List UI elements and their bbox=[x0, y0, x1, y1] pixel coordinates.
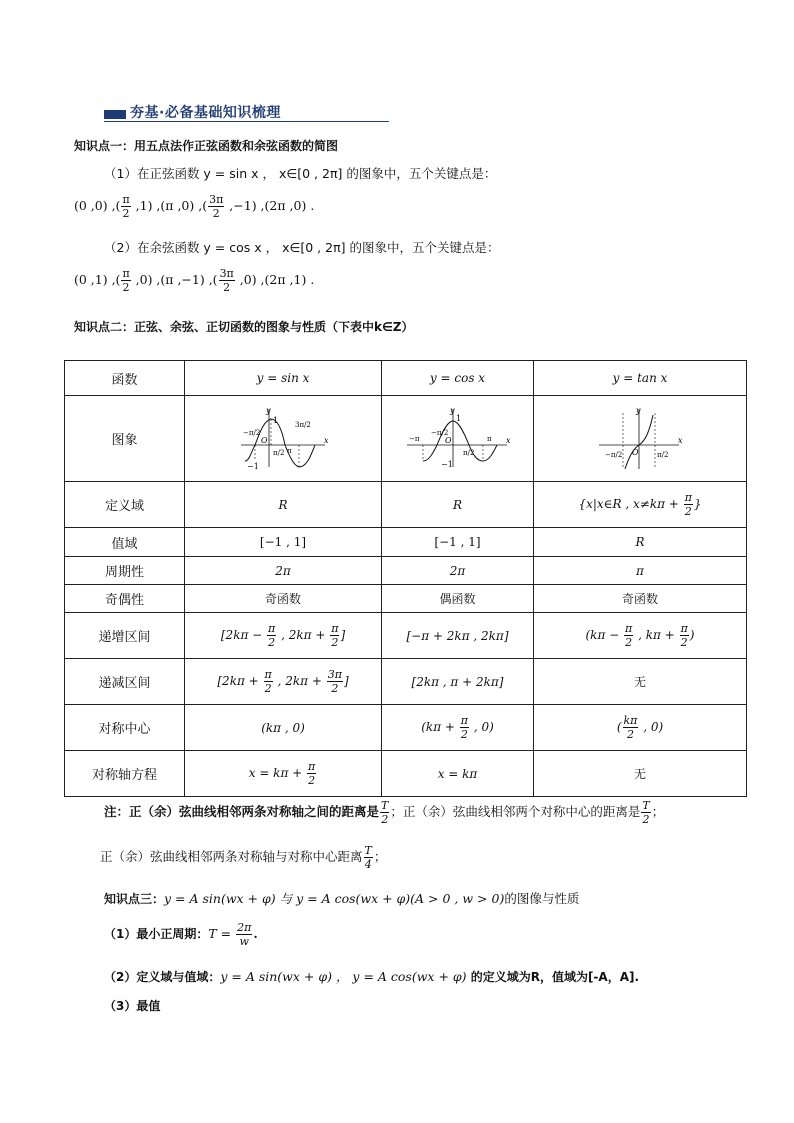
tan-period: π bbox=[534, 557, 747, 585]
tan-decreasing: 无 bbox=[534, 659, 747, 705]
note1-frac2-num: T bbox=[642, 799, 650, 812]
sin-label-mone: −1 bbox=[247, 461, 259, 471]
row-label-graph: 图象 bbox=[65, 396, 185, 482]
header-cos: y = cos x bbox=[382, 361, 534, 396]
table-row bbox=[65, 613, 747, 659]
sin-domain: R bbox=[185, 482, 382, 528]
cos-center: (kπ + $\frac{\pi}{2}$ , 0) bbox=[382, 705, 534, 751]
kp1-item2-text: （2）在余弦函数 y = cos x ， x∈[0 , 2π] 的图象中，五个关键点是： bbox=[104, 240, 500, 255]
sin-label-pi: π bbox=[287, 446, 292, 455]
cos-label-pi: π bbox=[486, 434, 492, 443]
sin-axis: x = kπ + $\frac{\pi}{2}$ bbox=[185, 751, 382, 797]
kp3-item2 bbox=[104, 967, 639, 985]
cos-label-mpi: −π bbox=[408, 434, 419, 443]
header-tan: y = tan x bbox=[534, 361, 747, 396]
section-underline bbox=[104, 121, 389, 122]
row-label-axis: 对称轴方程 bbox=[65, 751, 185, 797]
tan-label-o: O bbox=[632, 447, 639, 457]
tan-range: R bbox=[534, 528, 747, 557]
cos-decreasing: [2kπ , π + 2kπ] bbox=[382, 659, 534, 705]
table-row bbox=[65, 585, 747, 613]
table-row bbox=[65, 705, 747, 751]
row-label-increasing: 递增区间 bbox=[65, 613, 185, 659]
sin-increasing: [2kπ − $\frac{\pi}{2}$ , 2kπ + $\frac{\pi}{2}$ ] bbox=[185, 613, 382, 659]
cos-label-one: 1 bbox=[455, 413, 461, 423]
kp1-item1-text: （1）在正弦函数 y = sin x ， x∈[0 , 2π] 的图象中，五个关键点是： bbox=[104, 166, 497, 181]
row-label-range: 值域 bbox=[65, 528, 185, 557]
header-function: 函数 bbox=[65, 361, 185, 396]
sin-label-mpi2: −π/2 bbox=[243, 428, 261, 437]
table-row bbox=[65, 528, 747, 557]
cos-label-mpi2: −π/2 bbox=[430, 428, 448, 437]
kp1-item1-points: (0 ,0) ,( $\frac{\pi}{2}$ ,1) ,(π ,0) ,( $\frac{3\pi}{2}$ ,−1) ,(2π ,0) . bbox=[74, 193, 315, 220]
section-title: 夯基·必备基础知识梳理 bbox=[130, 105, 281, 121]
kp3-item2-tail: 的定义域为R，值域为[-A，A]. bbox=[466, 970, 640, 984]
row-label-decreasing: 递减区间 bbox=[65, 659, 185, 705]
row-label-period: 周期性 bbox=[65, 557, 185, 585]
sin-label-x: x bbox=[324, 435, 329, 445]
sin-decreasing: [2kπ + $\frac{\pi}{2}$ , 2kπ + $\frac{3\pi}{2}$ ] bbox=[185, 659, 382, 705]
sin-parity: 奇函数 bbox=[185, 585, 382, 613]
tan-axis: 无 bbox=[534, 751, 747, 797]
cos-domain: R bbox=[382, 482, 534, 528]
cos-curve bbox=[423, 421, 497, 461]
tan-domain: {x|x∈R , x≠kπ + $\frac{\pi}{2}$ } bbox=[534, 482, 747, 528]
table-row bbox=[65, 396, 747, 482]
sin-label-y: y bbox=[266, 405, 271, 415]
kp3-item1-label: （1）最小正周期： bbox=[104, 927, 209, 941]
kp1-heading: 知识点一：用五点法作正弦函数和余弦函数的简图 bbox=[74, 139, 339, 153]
tan-graph-cell bbox=[534, 396, 747, 482]
table-row bbox=[65, 482, 747, 528]
tan-increasing: (kπ − $\frac{\pi}{2}$ , kπ + $\frac{\pi}{2}$ ) bbox=[534, 613, 747, 659]
kp3-heading-formula: y = A sin(wx + φ) 与 y = A cos(wx + φ)(A > 0 , w > 0) bbox=[164, 891, 505, 906]
note1-a: 注：正（余）弦曲线相邻两条对称轴之间的距离是 bbox=[104, 804, 380, 819]
kp3-heading-a: 知识点三： bbox=[104, 892, 165, 906]
cos-increasing: [−π + 2kπ , 2kπ] bbox=[382, 613, 534, 659]
properties-table bbox=[64, 360, 747, 797]
cos-label-y: y bbox=[449, 405, 455, 415]
header-sin: y = sin x bbox=[185, 361, 382, 396]
sin-label-o: O bbox=[261, 435, 268, 445]
table-row bbox=[65, 557, 747, 585]
note-line-1: 注：正（余）弦曲线相邻两条对称轴之间的距离是 $\frac{T}{2}$ ；正（余）弦曲线相邻两个对称中心的距离是 $\frac{T}{2}$ ； bbox=[104, 799, 665, 826]
tan-center: ( $\frac{k\pi}{2}$ , 0) bbox=[534, 705, 747, 751]
kp3-heading-b: 的图像与性质 bbox=[504, 891, 580, 906]
cos-label-mone: −1 bbox=[440, 459, 453, 469]
section-header bbox=[104, 102, 404, 124]
note1-b: ；正（余）弦曲线相邻两个对称中心的距离是 bbox=[390, 804, 641, 819]
note2-text: 正（余）弦曲线相邻两条对称轴与对称中心距离 bbox=[100, 849, 363, 864]
note1-frac2-den: 2 bbox=[642, 813, 650, 826]
kp3-item1-num: 2π bbox=[237, 921, 252, 934]
cos-label-o: O bbox=[444, 435, 452, 445]
table-row bbox=[65, 751, 747, 797]
cos-label-pi2: π/2 bbox=[462, 448, 474, 457]
tan-label-pi2: π/2 bbox=[657, 450, 669, 459]
kp1-item2-points: (0 ,1) ,( $\frac{\pi}{2}$ ,0) ,(π ,−1) ,( $\frac{3\pi}{2}$ ,0) ,(2π ,1) . bbox=[74, 267, 315, 294]
sin-label-one: 1 bbox=[273, 415, 279, 425]
tan-graph bbox=[595, 405, 685, 473]
tan-label-y: y bbox=[636, 405, 641, 415]
sin-graph-cell bbox=[185, 396, 382, 482]
sin-graph bbox=[233, 405, 333, 473]
tan-parity: 奇函数 bbox=[534, 585, 747, 613]
note2-frac-den: 4 bbox=[364, 858, 372, 871]
sin-range: [−1 , 1] bbox=[185, 528, 382, 557]
tan-label-mpi2: −π/2 bbox=[605, 450, 623, 459]
note2-frac-num: T bbox=[364, 844, 372, 857]
tan-label-x: x bbox=[678, 435, 683, 445]
sin-period: 2π bbox=[185, 557, 382, 585]
table-row bbox=[65, 659, 747, 705]
table-header-row bbox=[65, 361, 747, 396]
cos-parity: 偶函数 bbox=[382, 585, 534, 613]
cos-axis: x = kπ bbox=[382, 751, 534, 797]
cos-period: 2π bbox=[382, 557, 534, 585]
kp3-item2-formula: y = A sin(wx + φ) ， y = A cos(wx + φ) bbox=[220, 969, 467, 984]
kp3-item1-den: w bbox=[239, 935, 249, 948]
kp2-heading: 知识点二：正弦、余弦、正切函数的图象与性质（下表中k∈Z） bbox=[74, 320, 414, 334]
sin-label-pi2: π/2 bbox=[273, 448, 285, 457]
note-line-2: 正（余）弦曲线相邻两条对称轴与对称中心距离 $\frac{T}{4}$ ； bbox=[100, 844, 387, 871]
kp3-heading bbox=[104, 889, 579, 907]
row-label-parity: 奇偶性 bbox=[65, 585, 185, 613]
cos-label-x: x bbox=[505, 435, 511, 445]
note1-frac1-den: 2 bbox=[381, 813, 389, 826]
sin-label-3pi2: 3π/2 bbox=[295, 420, 311, 429]
sin-center: (kπ , 0) bbox=[185, 705, 382, 751]
cos-graph bbox=[403, 405, 513, 473]
note1-frac1-num: T bbox=[381, 799, 389, 812]
cos-graph-cell bbox=[382, 396, 534, 482]
section-bar bbox=[104, 110, 126, 119]
kp3-item3: （3）最值 bbox=[104, 999, 161, 1013]
row-label-center: 对称中心 bbox=[65, 705, 185, 751]
kp3-item1: （1）最小正周期：T = $\frac{2\pi}{w}$ . bbox=[104, 921, 258, 948]
row-label-domain: 定义域 bbox=[65, 482, 185, 528]
kp3-item2-label: （2）定义域与值域： bbox=[104, 970, 221, 984]
cos-range: [−1 , 1] bbox=[382, 528, 534, 557]
kp3-item1-left: T = bbox=[208, 926, 232, 941]
